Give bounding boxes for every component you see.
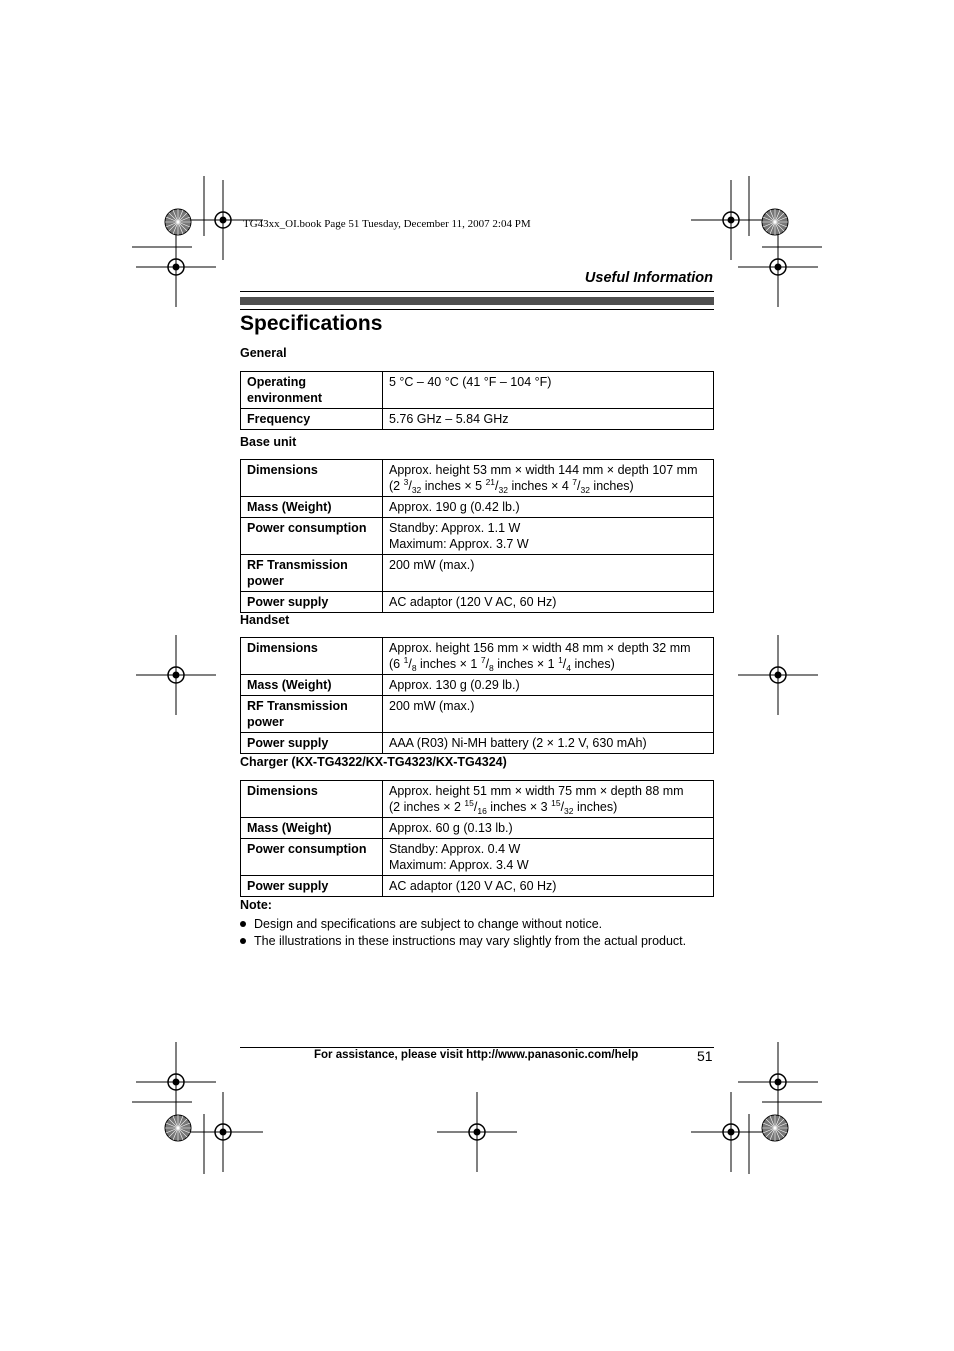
spec-label: Power supply: [241, 876, 383, 897]
spec-label: Dimensions: [241, 781, 383, 818]
spec-value: [383, 518, 714, 555]
spec-label: RF Transmission power: [241, 555, 383, 592]
maximum-power: Maximum: Approx. 3.7 W: [389, 537, 529, 551]
page-title: Specifications: [240, 312, 383, 335]
footer-help-text: For assistance, please visit http://www.panasonic.com/help: [314, 1049, 639, 1061]
table-row: [241, 638, 714, 675]
note-list: [240, 916, 740, 950]
table-row: [241, 497, 714, 518]
dimensions-metric: Approx. height 53 mm × width 144 mm × depth 107 mm: [389, 463, 698, 477]
note-text: The illustrations in these instructions may vary slightly from the actual product.: [254, 934, 687, 948]
spec-value: [383, 781, 714, 818]
spec-value: 200 mW (max.): [383, 696, 714, 733]
spec-value: AC adaptor (120 V AC, 60 Hz): [383, 876, 714, 897]
spec-value: 5.76 GHz – 5.84 GHz: [383, 409, 714, 430]
spec-label: Frequency: [241, 409, 383, 430]
table-row: [241, 372, 714, 409]
page-number: 51: [697, 1048, 713, 1064]
section-label: Useful Information: [584, 270, 713, 286]
spec-label: Mass (Weight): [241, 675, 383, 696]
table-row: [241, 696, 714, 733]
table-row: [241, 518, 714, 555]
spec-value: 200 mW (max.): [383, 555, 714, 592]
charger-heading: Charger (KX-TG4322/KX-TG4323/KX-TG4324): [240, 755, 507, 769]
dimensions-imperial: (2 $^3/_{32}$ inches × 5 $^{21}/_{32}$ inches × 4 $^7/_{32}$ inches): [389, 477, 634, 495]
spec-value: 5 °C – 40 °C (41 °F – 104 °F): [383, 372, 714, 409]
header-bar: [240, 297, 714, 305]
general-heading: General: [240, 346, 287, 360]
spec-value: [383, 638, 714, 675]
base-unit-heading: Base unit: [240, 435, 297, 449]
spec-label: Power supply: [241, 733, 383, 754]
bullet-icon: [240, 938, 246, 944]
note-text: Design and specifications are subject to change without notice.: [254, 917, 603, 931]
table-row: [241, 675, 714, 696]
handset-heading: Handset: [240, 613, 290, 627]
table-row: [241, 839, 714, 876]
spec-value: Approx. 130 g (0.29 lb.): [383, 675, 714, 696]
dimensions-imperial: (6 $^1/_8$ inches × 1 $^7/_8$ inches × 1 $^1/_4$ inches): [389, 655, 615, 673]
spec-value: AAA (R03) Ni-MH battery (2 × 1.2 V, 630 mAh): [383, 733, 714, 754]
table-row: [241, 818, 714, 839]
maximum-power: Maximum: Approx. 3.4 W: [389, 858, 529, 872]
note-title: Note:: [240, 898, 272, 912]
header-rule: [240, 291, 714, 292]
dimensions-metric: Approx. height 51 mm × width 75 mm × depth 88 mm: [389, 784, 684, 798]
print-header: TG43xx_OI.book Page 51 Tuesday, December 11, 2007 2:04 PM: [243, 218, 531, 230]
bullet-icon: [240, 921, 246, 927]
dimensions-imperial: (2 inches × 2 $^{15}/_{16}$ inches × 3 $^{15}/_{32}$ inches): [389, 798, 618, 816]
base-unit-table: [240, 459, 714, 613]
dimensions-metric: Approx. height 156 mm × width 48 mm × depth 32 mm: [389, 641, 691, 655]
spec-label: Mass (Weight): [241, 497, 383, 518]
table-row: [241, 460, 714, 497]
spec-label: Power consumption: [241, 518, 383, 555]
table-row: [241, 555, 714, 592]
list-item: [240, 916, 740, 933]
spec-value: [383, 460, 714, 497]
handset-table: [240, 637, 714, 754]
spec-value: Approx. 190 g (0.42 lb.): [383, 497, 714, 518]
spec-label: RF Transmission power: [241, 696, 383, 733]
footer-rule: [240, 1047, 714, 1048]
spec-label: Power consumption: [241, 839, 383, 876]
list-item: [240, 933, 740, 950]
general-table: [240, 371, 714, 430]
table-row: [241, 781, 714, 818]
spec-label: Dimensions: [241, 638, 383, 675]
table-row: [241, 409, 714, 430]
charger-table: [240, 780, 714, 897]
spec-label: Mass (Weight): [241, 818, 383, 839]
standby-power: Standby: Approx. 1.1 W: [389, 521, 521, 535]
standby-power: Standby: Approx. 0.4 W: [389, 842, 521, 856]
table-row: [241, 592, 714, 613]
table-row: [241, 733, 714, 754]
spec-value: Approx. 60 g (0.13 lb.): [383, 818, 714, 839]
spec-label: Dimensions: [241, 460, 383, 497]
spec-value: [383, 839, 714, 876]
spec-label: Power supply: [241, 592, 383, 613]
header-rule-lower: [240, 309, 714, 310]
spec-label: Operating environment: [241, 372, 383, 409]
table-row: [241, 876, 714, 897]
spec-value: AC adaptor (120 V AC, 60 Hz): [383, 592, 714, 613]
